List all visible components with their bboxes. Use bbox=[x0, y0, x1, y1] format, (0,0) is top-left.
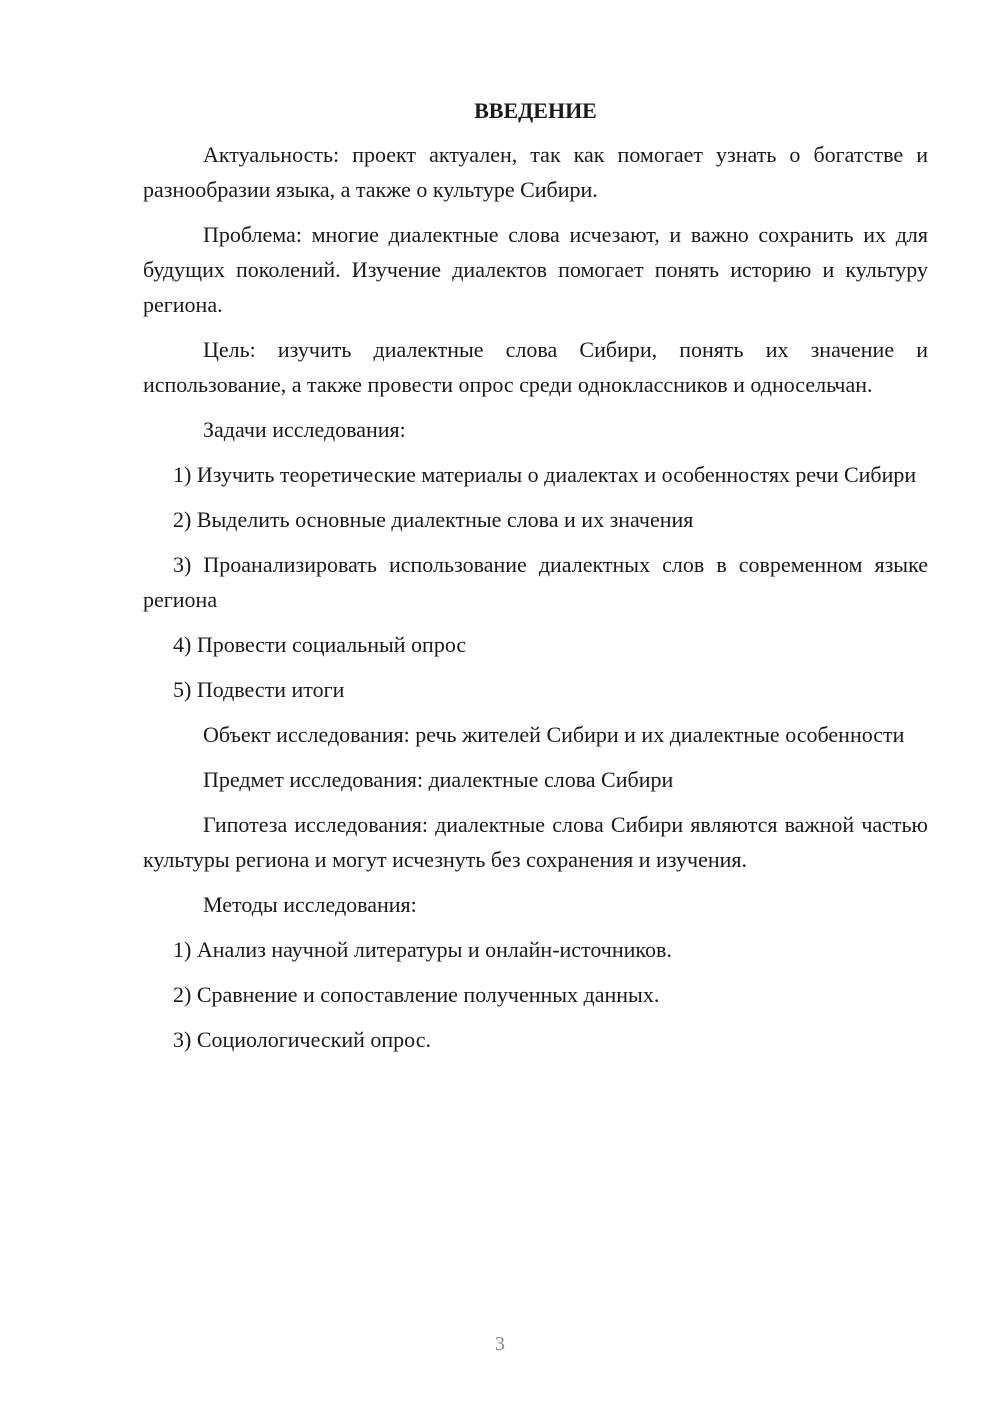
document-body bbox=[143, 95, 928, 1067]
problem-paragraph: Проблема: многие диалектные слова исчезают, и важно сохранить их для будущих поколений. Изучение диалектов помогает понять историю и культуру региона. bbox=[143, 222, 928, 317]
tasks-heading: Задачи исследования: bbox=[203, 417, 406, 442]
method-item-3: 3) Социологический опрос. bbox=[173, 1027, 431, 1052]
relevance-paragraph: Актуальность: проект актуален, так как помогает узнать о богатстве и разнообразии языка, а также о культуре Сибири. bbox=[143, 142, 928, 202]
task-item-4: 4) Провести социальный опрос bbox=[173, 632, 467, 657]
subject-paragraph: Предмет исследования: диалектные слова Сибири bbox=[203, 767, 674, 792]
goal-paragraph: Цель: изучить диалектные слова Сибири, понять их значение и использование, а также провести опрос среди одноклассников и односельчан. bbox=[143, 337, 928, 397]
task-item-5: 5) Подвести итоги bbox=[173, 677, 345, 702]
task-item-1: 1) Изучить теоретические материалы о диалектах и особенностях речи Сибири bbox=[173, 462, 917, 487]
method-item-2: 2) Сравнение и сопоставление полученных данных. bbox=[173, 982, 660, 1007]
page-title: ВВЕДЕНИЕ bbox=[474, 98, 597, 123]
task-item-3: 3) Проанализировать использование диалектных слов в современном языке региона bbox=[143, 552, 928, 612]
page-number: 3 bbox=[495, 1333, 505, 1355]
object-paragraph: Объект исследования: речь жителей Сибири и их диалектные особенности bbox=[203, 722, 905, 747]
methods-heading: Методы исследования: bbox=[203, 892, 417, 917]
hypothesis-paragraph: Гипотеза исследования: диалектные слова Сибири являются важной частью культуры региона и могут исчезнуть без сохранения и изучения. bbox=[143, 812, 928, 872]
task-item-2: 2) Выделить основные диалектные слова и их значения bbox=[173, 507, 694, 532]
method-item-1: 1) Анализ научной литературы и онлайн-источников. bbox=[173, 937, 672, 962]
